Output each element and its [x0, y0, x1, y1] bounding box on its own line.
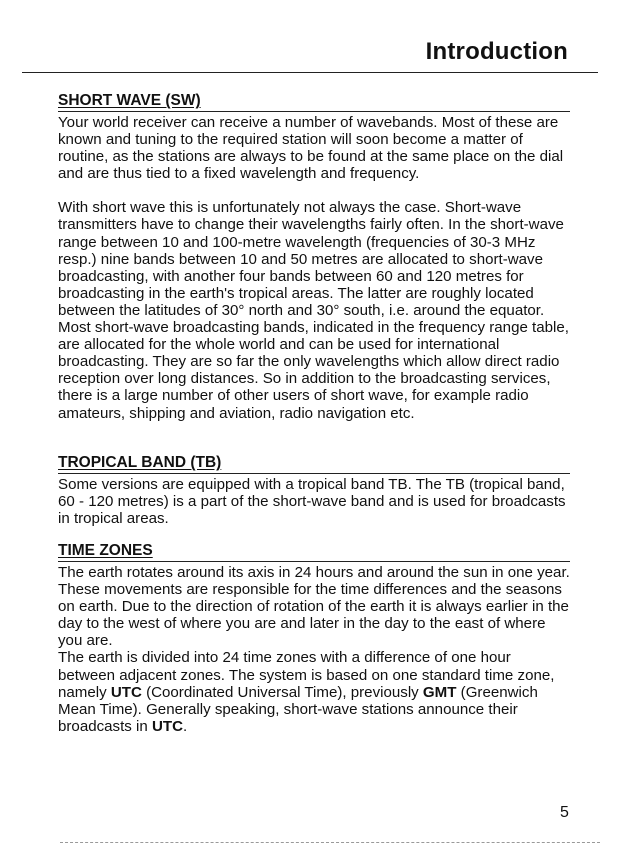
utc-term: UTC [151, 717, 183, 735]
section-rule [58, 473, 570, 474]
paragraph: These movements are responsible for the time differences and the seasons on earth. Due to the direction of rotation of the earth it is always earlier in the day to the west of where you are and later in the day to the east of where you are. [58, 581, 569, 650]
section-heading: SHORT WAVE (SW) [58, 92, 201, 109]
section-tropical-band [58, 453, 570, 527]
paragraph: Your world receiver can receive a number of wavebands. Most of these are known and tuning to the required station will soon become a matter of routine, as the stations are always to be found at the same place on the dial and are thus tied to a fixed wavelength and frequency. [58, 114, 564, 183]
text-run: . [183, 717, 188, 735]
paragraph-gap [58, 182, 570, 199]
page-number: 5 [560, 804, 569, 821]
text-run: The earth is divided into 24 time zones with a difference of one hour between adjacent zones. The system is based on one standard time zone, namely [58, 649, 555, 701]
paragraph: Some versions are equipped with a tropical band TB. The TB (tropical band, 60 - 120 metres) is a part of the short-wave band and is used for broadcasts in tropical areas. [58, 476, 566, 528]
section-short-wave [58, 91, 570, 422]
utc-term: UTC [110, 683, 142, 701]
paragraph [58, 649, 570, 734]
text-run: (Coordinated Universal Time), previously [141, 683, 423, 701]
page-title: Introduction [425, 38, 568, 65]
title-rule [22, 72, 598, 73]
section-heading: TIME ZONES [58, 542, 153, 559]
section-rule [58, 561, 570, 562]
gmt-term: GMT [422, 683, 457, 701]
section-rule [58, 111, 570, 112]
section-time-zones [58, 541, 570, 735]
paragraph: The earth rotates around its axis in 24 hours and around the sun in one year. [58, 564, 570, 581]
bottom-rule [60, 842, 600, 843]
section-heading: TROPICAL BAND (TB) [58, 454, 222, 471]
text-run: (Greenwich Mean Time). Generally speaking, short-wave stations announce their broadcasts in [58, 683, 538, 735]
paragraph: With short wave this is unfortunately not always the case. Short-wave transmitters have to change their wavelengths fairly often. In the short-wave range between 10 and 100-metre wavelength (frequencies of 30-3 MHz resp.) nine bands between 10 and 50 metres are allocated to short-wave broadcasting, with another four bands between 60 and 120 metres for broadcasting in the earth's tropical areas. The latter are roughly located between the latitudes of 30° north and 30° south, i.e. around the equator. Most short-wave broadcasting bands, indicated in the frequency range table, are allocated for the whole world and can be used for international broadcasting. They are so far the only wavelengths which allow direct radio reception over long distances. So in addition to the broadcasting services, there is a large number of other users of short wave, for example radio amateurs, shipping and aviation, radio navigation etc. [58, 199, 569, 422]
